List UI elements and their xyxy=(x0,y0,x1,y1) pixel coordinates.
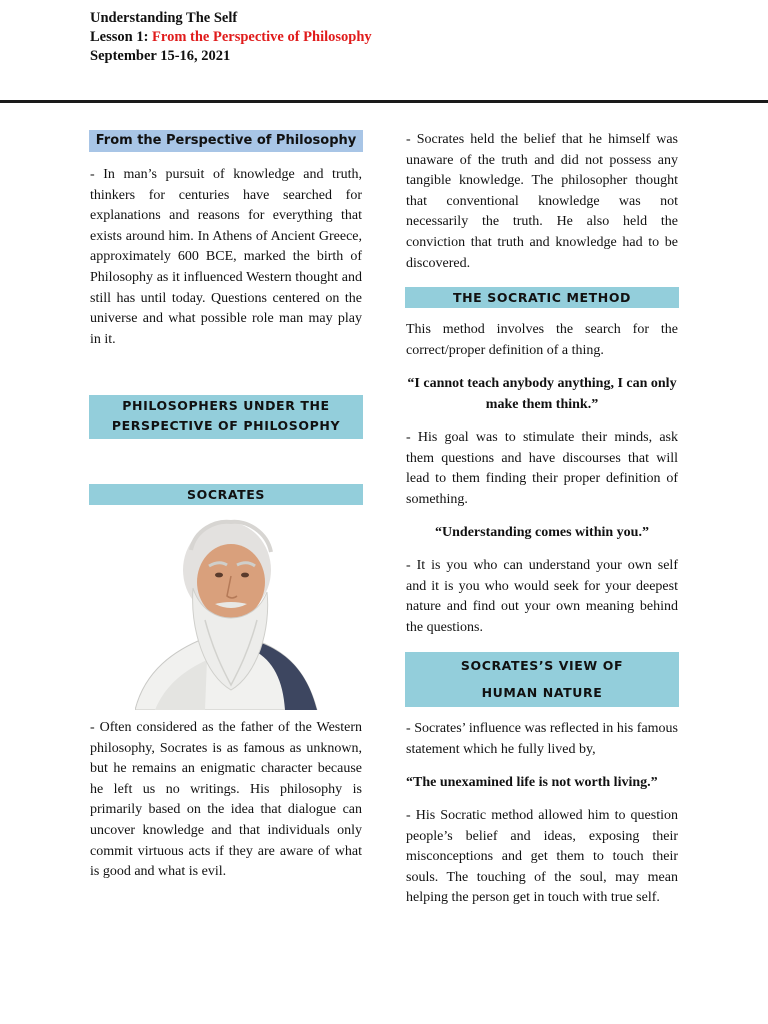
philosophers-heading-line-2: PERSPECTIVE OF PHILOSOPHY xyxy=(111,418,341,433)
lesson-title: From the Perspective of Philosophy xyxy=(152,29,372,45)
method-effect-paragraph: - His Socratic method allowed him to question people’s belief and ideas, exposing their misconceptions and get them to touch their souls. The touching of the soul, may mean helping the person get in touch with true self. xyxy=(406,808,678,906)
goal-paragraph: - His goal was to stimulate their minds, ask them questions and have discourses that will lead to them finding their proper definition of something. xyxy=(406,430,678,507)
quote-understanding: “Understanding comes within you.” xyxy=(435,525,649,540)
view-heading-line-2: HUMAN NATURE xyxy=(481,685,603,700)
view-heading-line-1: SOCRATES’S VIEW OF xyxy=(460,658,624,673)
lesson-prefix: Lesson 1: xyxy=(90,29,153,45)
intro-paragraph: - In man’s pursuit of knowledge and truth, thinkers for centuries have searched for explanations and reasons for everything that exists around him. In Athens of Ancient Greece, approximately 600 BCE, marked the birth of Philosophy as it influenced Western thought and still has until today. Questions centered on the universe and what possible role man may play in it. xyxy=(90,167,362,347)
lesson-line xyxy=(90,28,372,47)
belief-paragraph: - Socrates held the belief that he himself was unaware of the truth and did not possess any tangible knowledge. The philosopher thought that conventional knowledge was not necessarily the truth. He also held the conviction that truth and knowledge had to be discovered. xyxy=(406,132,678,271)
influence-paragraph: - Socrates’ influence was reflected in his famous statement which he fully lived by, xyxy=(406,721,678,757)
section-heading-human-nature xyxy=(405,652,679,707)
socrates-paragraph: - Often considered as the father of the Western philosophy, Socrates is as famous as unknown, but he remains an enigmatic character because he left us no writings. His philosophy is primarily based on the idea that dialogue can uncover knowledge and that individuals only commit virtuous acts if they are aware of what is good and what is evil. xyxy=(90,720,362,880)
philosophers-heading-line-1: PHILOSOPHERS UNDER THE xyxy=(122,398,330,413)
socrates-portrait xyxy=(135,510,320,710)
section-heading-socratic-method: THE SOCRATIC METHOD xyxy=(405,287,679,308)
quote-unexamined: “The unexamined life is not worth living.” xyxy=(406,775,658,790)
self-paragraph: - It is you who can understand your own self and it is you who would seek for your deepest nature and find out your own meaning behind the questions. xyxy=(406,558,678,635)
lesson-date: September 15-16, 2021 xyxy=(90,48,231,64)
course-title: Understanding The Self xyxy=(90,10,238,26)
section-heading-perspective: From the Perspective of Philosophy xyxy=(89,130,363,152)
method-paragraph: This method involves the search for the correct/proper definition of a thing. xyxy=(406,322,678,358)
section-heading-philosophers xyxy=(89,395,363,439)
header-divider xyxy=(0,100,768,103)
document-header xyxy=(90,9,372,66)
quote-think: “I cannot teach anybody anything, I can only make them think.” xyxy=(407,376,677,412)
section-heading-socrates: SOCRATES xyxy=(89,484,363,505)
